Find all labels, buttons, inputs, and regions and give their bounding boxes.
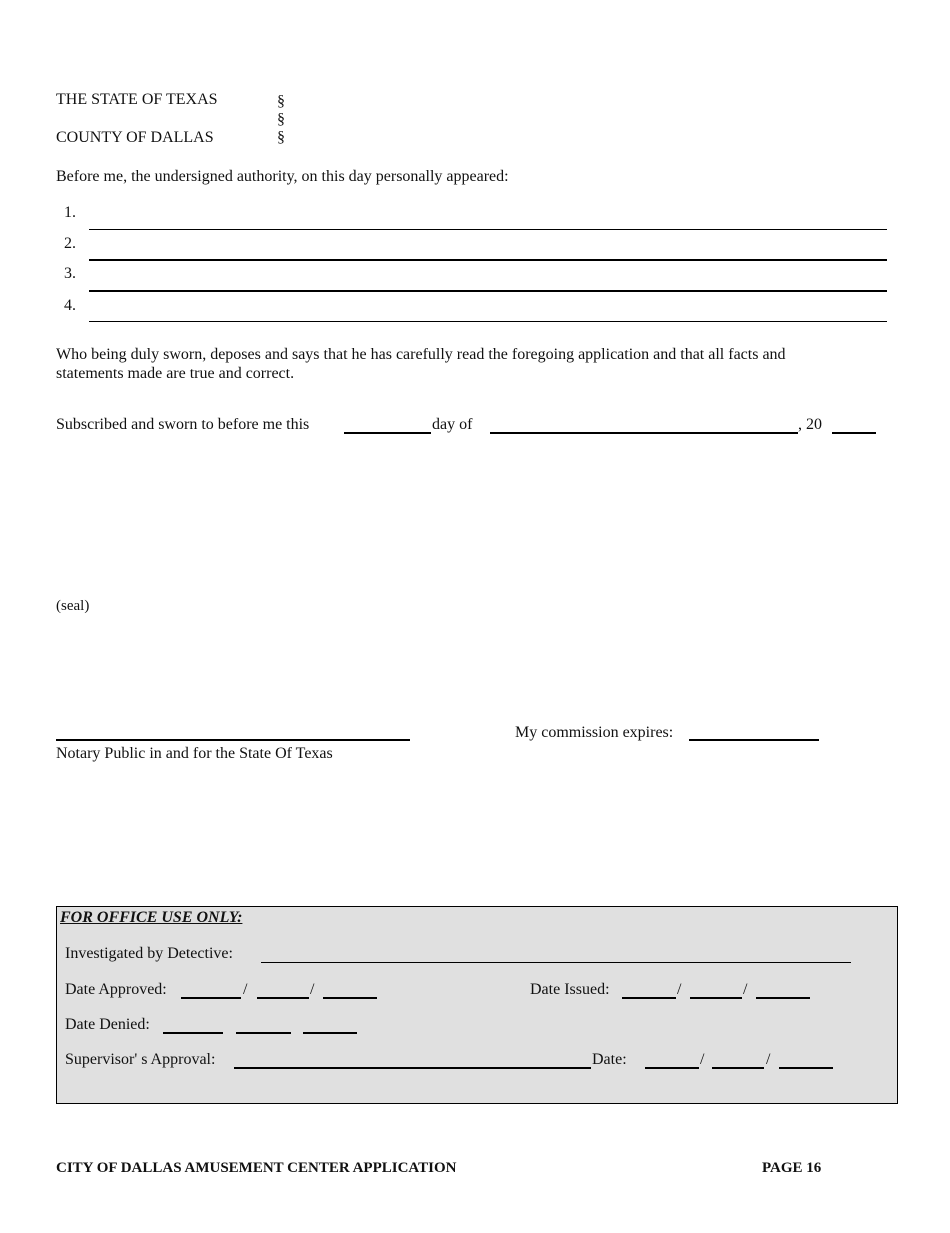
approved-month-field[interactable] <box>181 997 241 999</box>
day-field[interactable] <box>344 432 431 434</box>
section-symbol: § <box>277 93 285 110</box>
approved-label: Date Approved: <box>65 981 167 998</box>
slash: / <box>243 981 248 998</box>
issued-month-field[interactable] <box>622 997 676 999</box>
slash: / <box>310 981 315 998</box>
county-label: COUNTY OF DALLAS <box>56 129 214 146</box>
supervisor-signature-field[interactable] <box>234 1067 591 1069</box>
section-symbol: § <box>277 129 285 146</box>
commission-expires-field[interactable] <box>689 739 819 741</box>
appearance-number-1: 1. <box>64 204 76 221</box>
year-field[interactable] <box>832 432 876 434</box>
notary-signature-line[interactable] <box>56 739 410 741</box>
office-use-box <box>56 906 898 1104</box>
appearance-number-4: 4. <box>64 297 76 314</box>
appearance-line-1[interactable] <box>89 229 887 230</box>
slash: / <box>766 1051 771 1068</box>
investigated-label: Investigated by Detective: <box>65 945 233 962</box>
denied-label: Date Denied: <box>65 1016 150 1033</box>
issued-label: Date Issued: <box>530 981 610 998</box>
commission-label: My commission expires: <box>515 724 674 741</box>
appearance-number-2: 2. <box>64 235 76 252</box>
slash: / <box>700 1051 705 1068</box>
state-label: THE STATE OF TEXAS <box>56 91 218 108</box>
denied-day-field[interactable] <box>236 1032 291 1034</box>
denied-year-field[interactable] <box>303 1032 357 1034</box>
appearance-line-3[interactable] <box>89 290 887 292</box>
supervisor-date-month-field[interactable] <box>645 1067 699 1069</box>
appearance-line-2[interactable] <box>89 259 887 261</box>
approved-year-field[interactable] <box>323 997 377 999</box>
oath-text-line1: Who being duly sworn, deposes and says that he has carefully read the foregoing application and that all facts and <box>56 346 786 363</box>
year-prefix: , 20 <box>798 416 822 433</box>
footer-title: CITY OF DALLAS AMUSEMENT CENTER APPLICATION <box>56 1160 457 1176</box>
notary-caption: Notary Public in and for the State Of Texas <box>56 745 333 762</box>
day-of-label: day of <box>432 416 473 433</box>
denied-month-field[interactable] <box>163 1032 223 1034</box>
office-use-title: FOR OFFICE USE ONLY: <box>60 909 243 926</box>
slash: / <box>677 981 682 998</box>
intro-text: Before me, the undersigned authority, on this day personally appeared: <box>56 168 509 185</box>
slash: / <box>743 981 748 998</box>
appearance-line-4[interactable] <box>89 321 887 322</box>
investigated-field[interactable] <box>261 962 851 963</box>
date-label: Date: <box>592 1051 627 1068</box>
appearance-number-3: 3. <box>64 265 76 282</box>
oath-text-line2: statements made are true and correct. <box>56 365 295 382</box>
section-symbol: § <box>277 111 285 128</box>
subscribed-text: Subscribed and sworn to before me this <box>56 416 310 433</box>
supervisor-date-year-field[interactable] <box>779 1067 833 1069</box>
issued-day-field[interactable] <box>690 997 742 999</box>
page-number: PAGE 16 <box>762 1160 822 1176</box>
seal-label: (seal) <box>56 598 90 614</box>
approved-day-field[interactable] <box>257 997 309 999</box>
supervisor-label: Supervisor' s Approval: <box>65 1051 216 1068</box>
supervisor-date-day-field[interactable] <box>712 1067 764 1069</box>
month-field[interactable] <box>490 432 798 434</box>
issued-year-field[interactable] <box>756 997 810 999</box>
